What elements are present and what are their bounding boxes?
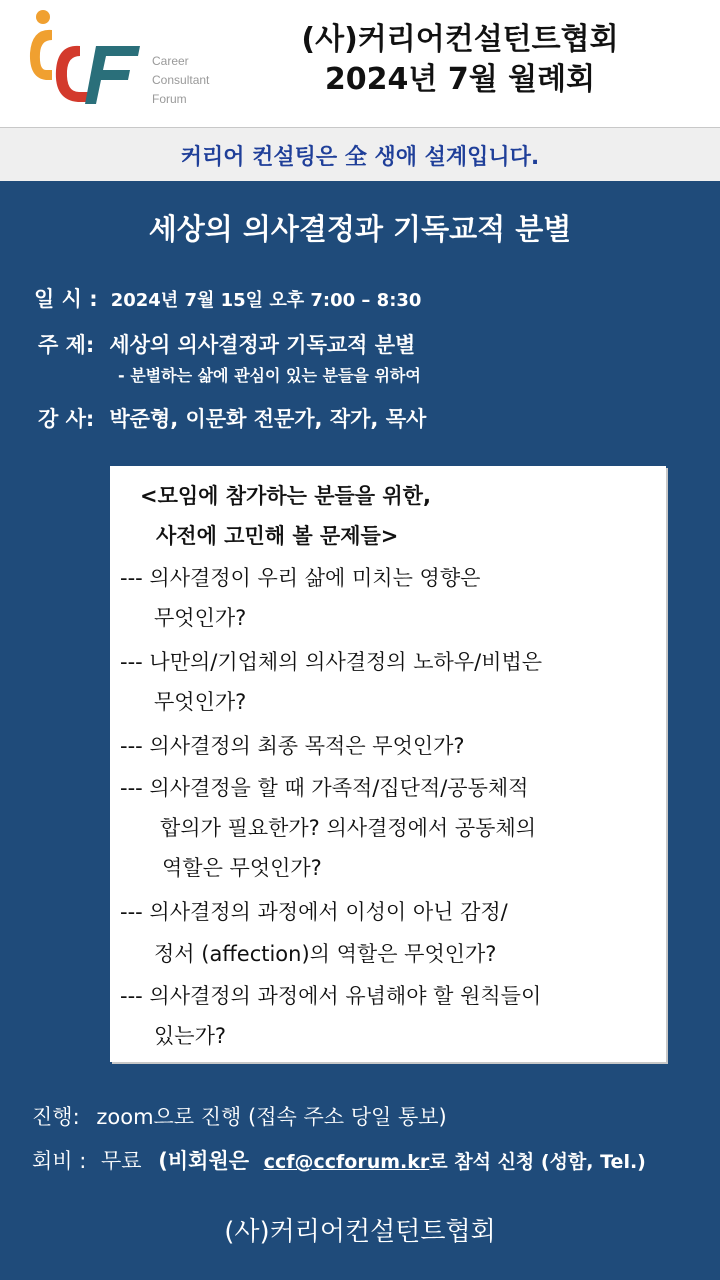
speaker-value: 박준형, 이문화 전문가, 작가, 목사 xyxy=(109,407,427,431)
event-title: 2024년 7월 월례회 xyxy=(324,62,596,97)
question-line: 있는가? xyxy=(154,1024,227,1048)
question-line: --- 의사결정을 할 때 가족적/집단적/공동체적 xyxy=(120,776,529,800)
logo-word: Consultant xyxy=(152,73,210,87)
tagline: 커리어 컨설팅은 全 생애 설계입니다. xyxy=(180,145,540,170)
fee-row xyxy=(32,1145,646,1175)
questions-heading: <모임에 참가하는 분들을 위한, xyxy=(140,484,431,508)
header xyxy=(0,0,720,125)
topic-label: 주 제: xyxy=(38,333,95,357)
fee-note-suffix: 로 참석 신청 (성함, Tel.) xyxy=(429,1151,646,1173)
question-line: --- 의사결정의 최종 목적은 무엇인가? xyxy=(120,734,465,758)
question-line: --- 의사결정의 과정에서 이성이 아닌 감정/ xyxy=(120,900,508,924)
tagline-bar xyxy=(0,127,720,182)
fee-value: 무료 xyxy=(101,1149,142,1173)
logo-word: Forum xyxy=(152,92,187,106)
question-line: 무엇인가? xyxy=(154,606,247,630)
footer-org-name: (사)커리어컨설턴트협회 xyxy=(224,1217,496,1247)
main-panel xyxy=(0,181,720,1280)
question-line: 정서 (affection)의 역할은 무엇인가? xyxy=(154,942,497,966)
header-title xyxy=(270,20,650,100)
question-line: --- 나만의/기업체의 의사결정의 노하우/비법은 xyxy=(120,650,543,674)
ccf-logo-mark xyxy=(22,8,152,113)
progress-label: 진행: xyxy=(32,1105,80,1129)
question-line: 무엇인가? xyxy=(154,690,247,714)
fee-note-prefix: (비회원은 xyxy=(158,1149,250,1173)
ccf-logo xyxy=(22,8,210,113)
fee-label: 회비 : xyxy=(32,1149,87,1173)
questions-box xyxy=(110,466,666,1062)
topic-note: - 분별하는 삶에 관심이 있는 분들을 위하여 xyxy=(118,366,421,385)
question-line: --- 의사결정이 우리 삶에 미치는 영향은 xyxy=(120,566,481,590)
questions-heading: 사전에 고민해 볼 문제들> xyxy=(156,524,399,548)
date-value: 2024년 7월 15일 오후 7:00 – 8:30 xyxy=(110,290,422,311)
seminar-title: 세상의 의사결정과 기독교적 분별 xyxy=(148,212,572,246)
topic-row xyxy=(38,329,415,359)
email-link[interactable]: ccf@ccforum.kr xyxy=(263,1151,430,1173)
date-row xyxy=(34,283,421,313)
question-line: 역할은 무엇인가? xyxy=(162,856,322,880)
logo-words xyxy=(152,52,209,109)
topic-value: 세상의 의사결정과 기독교적 분별 xyxy=(109,333,416,357)
question-line: --- 의사결정의 과정에서 유념해야 할 원칙들이 xyxy=(120,984,542,1008)
org-name: (사)커리어컨설턴트협회 xyxy=(301,22,619,57)
speaker-row xyxy=(38,403,426,433)
progress-value: zoom으로 진행 (접속 주소 당일 통보) xyxy=(96,1105,447,1129)
progress-row xyxy=(32,1101,447,1131)
speaker-label: 강 사: xyxy=(38,407,95,431)
date-label: 일 시 : xyxy=(34,287,98,311)
logo-word: Career xyxy=(152,54,189,68)
question-line: 합의가 필요한가? 의사결정에서 공동체의 xyxy=(160,816,537,840)
